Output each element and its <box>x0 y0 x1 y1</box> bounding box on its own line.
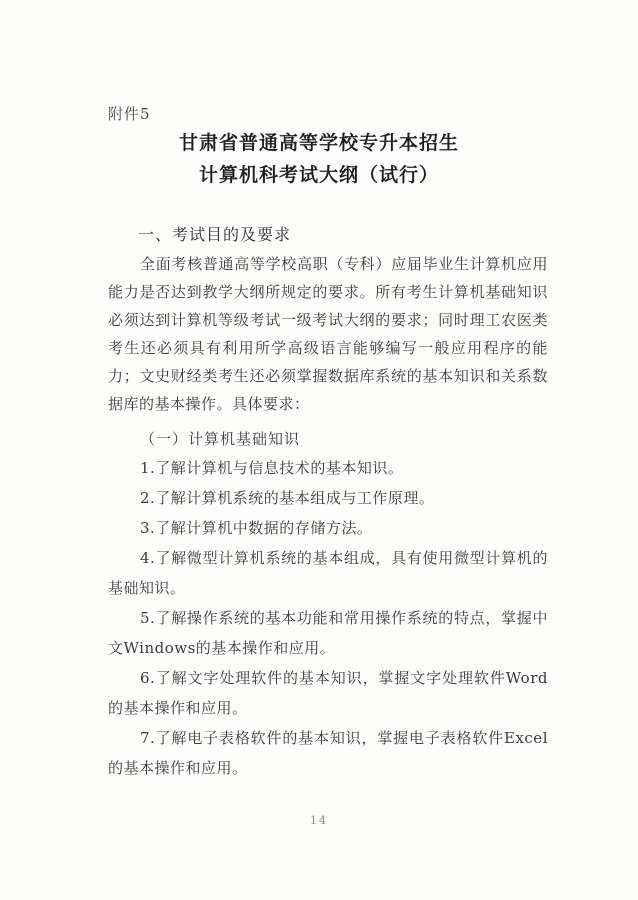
annex-label: 附件5 <box>108 105 151 123</box>
section-heading: 一、考试目的及要求 <box>138 225 292 244</box>
list-item: 2.了解计算机系统的基本组成与工作原理。 <box>140 489 435 507</box>
document-title-line-2: 计算机科考试大纲（试行） <box>198 164 439 186</box>
list-item: 5.了解操作系统的基本功能和常用操作系统的特点，掌握中文Windows的基本操作和应用。 <box>108 609 548 657</box>
list-item: 1.了解计算机与信息技术的基本知识。 <box>140 459 404 477</box>
list-item: 3.了解计算机中数据的存储方法。 <box>140 519 373 537</box>
page-number: 14 <box>310 814 328 827</box>
list-item: 6.了解文字处理软件的基本知识，掌握文字处理软件Word的基本操作和应用。 <box>108 669 548 717</box>
subsection-heading: （一）计算机基础知识 <box>140 430 301 448</box>
document-title-line-1: 甘肃省普通高等学校专升本招生 <box>178 132 459 154</box>
intro-paragraph: 全面考核普通高等学校高职（专科）应届毕业生计算机应用能力是否达到教学大纲所规定的要求。所有考生计算机基础知识必须达到计算机等级考试一级考试大纲的要求；同时理工农医类考生还必须具有利用所学高级语言能够编写一般应用程序的能力；文史财经类考生还必须掌握数据库系统的基本知识和关系数据库的基本操作。具体要求： <box>108 255 548 413</box>
list-item: 7.了解电子表格软件的基本知识，掌握电子表格软件Excel的基本操作和应用。 <box>108 729 548 777</box>
list-item: 4.了解微型计算机系统的基本组成，具有使用微型计算机的基础知识。 <box>108 549 548 597</box>
